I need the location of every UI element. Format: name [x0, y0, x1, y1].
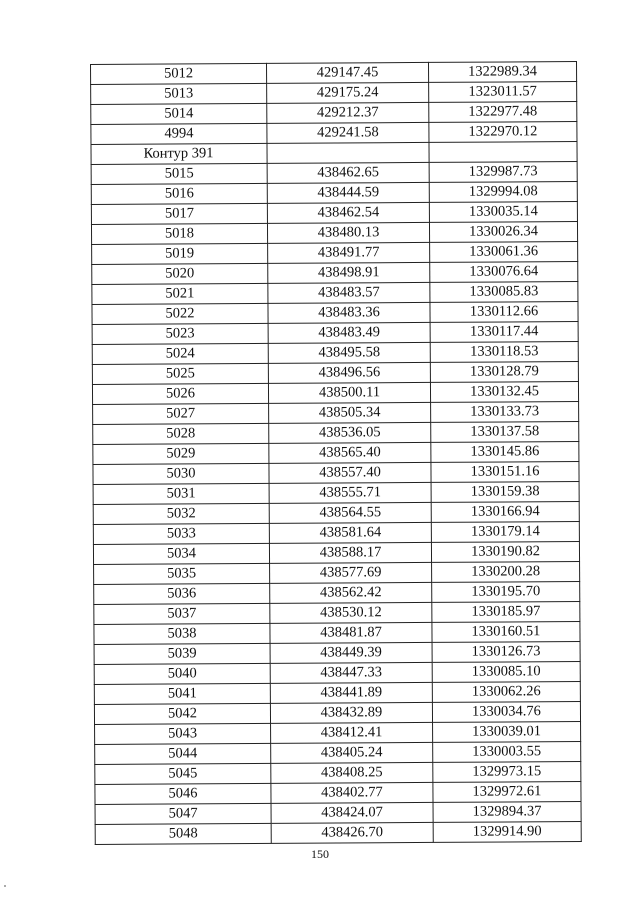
table-row: [94, 682, 580, 705]
y-coordinate-cell: 1330166.94: [431, 502, 579, 523]
table-row: [92, 302, 578, 325]
table-row: [95, 822, 581, 845]
point-id-cell: 5046: [95, 783, 271, 804]
y-coordinate-cell: 1330085.83: [430, 282, 578, 303]
table-row: [93, 542, 579, 565]
table-row: [95, 782, 581, 805]
y-coordinate-cell: 1330128.79: [430, 362, 578, 383]
point-id-cell: 5047: [95, 803, 271, 824]
y-coordinate-cell: 1330160.51: [432, 622, 580, 643]
x-coordinate-cell: 438555.71: [269, 482, 431, 503]
contour-label-cell: Контур 391: [91, 143, 267, 164]
point-id-cell: 5017: [91, 203, 267, 224]
coordinates-table: [90, 61, 582, 845]
scan-speck: [4, 885, 6, 887]
y-coordinate-cell: 1330133.73: [431, 402, 579, 423]
table-row: [93, 422, 579, 445]
table-row: [94, 582, 580, 605]
point-id-cell: 5037: [94, 603, 270, 624]
x-coordinate-cell: 438581.64: [269, 522, 431, 543]
x-coordinate-cell: 438483.57: [268, 282, 430, 303]
x-coordinate-cell: 438408.25: [271, 762, 433, 783]
x-coordinate-cell: 438444.59: [267, 182, 429, 203]
x-coordinate-cell: 438449.39: [270, 642, 432, 663]
y-coordinate-cell: 1329894.37: [433, 802, 581, 823]
point-id-cell: 5041: [94, 683, 270, 704]
table-row: [92, 262, 578, 285]
table-row: [93, 502, 579, 525]
page-number: 150: [311, 847, 329, 861]
y-coordinate-cell: 1322970.12: [429, 122, 577, 143]
point-id-cell: 5025: [92, 363, 268, 384]
point-id-cell: 5014: [91, 103, 267, 124]
y-coordinate-cell: 1330061.36: [430, 242, 578, 263]
x-coordinate-cell: 438557.40: [269, 462, 431, 483]
y-coordinate-cell: 1330195.70: [432, 582, 580, 603]
y-coordinate-cell: 1330034.76: [432, 702, 580, 723]
table-row: [93, 482, 579, 505]
point-id-cell: 5028: [93, 423, 269, 444]
table-row: [91, 222, 577, 245]
x-coordinate-cell: 438402.77: [271, 782, 433, 803]
table-row: [92, 322, 578, 345]
table-row: [92, 342, 578, 365]
table-row: [93, 462, 579, 485]
point-id-cell: 5015: [91, 163, 267, 184]
y-coordinate-cell: 1330117.44: [430, 322, 578, 343]
x-coordinate-cell: 438447.33: [270, 662, 432, 683]
x-coordinate-cell: 438483.36: [268, 302, 430, 323]
y-coordinate-cell: 1330035.14: [429, 202, 577, 223]
x-coordinate-cell: 438565.40: [269, 442, 431, 463]
x-coordinate-cell: 438412.41: [271, 722, 433, 743]
point-id-cell: 5019: [92, 243, 268, 264]
table-row: [92, 362, 578, 385]
point-id-cell: 5034: [93, 543, 269, 564]
y-coordinate-cell: 1330039.01: [433, 722, 581, 743]
table-row: [92, 242, 578, 265]
table-row: [91, 122, 577, 145]
x-coordinate-cell: 438496.56: [268, 362, 430, 383]
point-id-cell: 5021: [92, 283, 268, 304]
y-coordinate-cell: 1329994.08: [429, 182, 577, 203]
y-coordinate-cell: 1330185.97: [432, 602, 580, 623]
x-coordinate-cell: 438564.55: [269, 502, 431, 523]
point-id-cell: 5044: [95, 743, 271, 764]
x-coordinate-cell: 438536.05: [269, 422, 431, 443]
y-coordinate-cell: 1330190.82: [431, 542, 579, 563]
point-id-cell: 4994: [91, 123, 267, 144]
x-coordinate-cell: 429147.45: [266, 62, 428, 83]
point-id-cell: 5026: [92, 383, 268, 404]
y-coordinate-cell: 1330062.26: [432, 682, 580, 703]
x-coordinate-cell: 438483.49: [268, 322, 430, 343]
x-coordinate-cell: 429212.37: [267, 102, 429, 123]
point-id-cell: 5031: [93, 483, 269, 504]
point-id-cell: 5020: [92, 263, 268, 284]
point-id-cell: 5024: [92, 343, 268, 364]
y-coordinate-cell: 1322977.48: [429, 102, 577, 123]
x-coordinate-cell: 438491.77: [268, 242, 430, 263]
point-id-cell: 5032: [93, 503, 269, 524]
y-coordinate-cell: 1330126.73: [432, 642, 580, 663]
table-row: [95, 802, 581, 825]
y-coordinate-cell: 1330145.86: [431, 442, 579, 463]
table-row: [91, 162, 577, 185]
table-row: [94, 562, 580, 585]
x-coordinate-cell: 438577.69: [270, 562, 432, 583]
table-row: [94, 622, 580, 645]
y-coordinate-cell: 1330026.34: [429, 222, 577, 243]
x-coordinate-cell: 438495.58: [268, 342, 430, 363]
point-id-cell: 5013: [91, 83, 267, 104]
y-coordinate-cell: 1330137.58: [431, 422, 579, 443]
y-coordinate-cell: 1330003.55: [433, 742, 581, 763]
x-coordinate-cell: [267, 142, 429, 163]
point-id-cell: 5040: [94, 663, 270, 684]
x-coordinate-cell: 438481.87: [270, 622, 432, 643]
point-id-cell: 5038: [94, 623, 270, 644]
y-coordinate-cell: 1323011.57: [429, 82, 577, 103]
x-coordinate-cell: 438480.13: [267, 222, 429, 243]
y-coordinate-cell: [429, 142, 577, 163]
y-coordinate-cell: 1330159.38: [431, 482, 579, 503]
x-coordinate-cell: 438500.11: [268, 382, 430, 403]
point-id-cell: 5033: [93, 523, 269, 544]
coordinates-table-body: [91, 62, 582, 845]
table-row: [94, 602, 580, 625]
x-coordinate-cell: 429241.58: [267, 122, 429, 143]
y-coordinate-cell: 1329972.61: [433, 782, 581, 803]
point-id-cell: 5043: [95, 723, 271, 744]
x-coordinate-cell: 438424.07: [271, 802, 433, 823]
table-row: [95, 762, 581, 785]
point-id-cell: 5030: [93, 463, 269, 484]
x-coordinate-cell: 438505.34: [269, 402, 431, 423]
table-row: [92, 382, 578, 405]
table-row: [93, 522, 579, 545]
y-coordinate-cell: 1329973.15: [433, 762, 581, 783]
table-row: [91, 62, 577, 85]
point-id-cell: 5022: [92, 303, 268, 324]
table-row: [94, 702, 580, 725]
table-row: [92, 282, 578, 305]
table-row: [93, 402, 579, 425]
point-id-cell: 5018: [91, 223, 267, 244]
x-coordinate-cell: 438462.65: [267, 162, 429, 183]
y-coordinate-cell: 1329914.90: [433, 822, 581, 843]
y-coordinate-cell: 1329987.73: [429, 162, 577, 183]
point-id-cell: 5036: [94, 583, 270, 604]
point-id-cell: 5023: [92, 323, 268, 344]
x-coordinate-cell: 438530.12: [270, 602, 432, 623]
x-coordinate-cell: 438498.91: [268, 262, 430, 283]
point-id-cell: 5029: [93, 443, 269, 464]
point-id-cell: 5042: [94, 703, 270, 724]
table-row: [93, 442, 579, 465]
table-row: [95, 722, 581, 745]
table-row: [94, 642, 580, 665]
x-coordinate-cell: 438426.70: [271, 822, 433, 843]
x-coordinate-cell: 438432.89: [270, 702, 432, 723]
x-coordinate-cell: 438588.17: [269, 542, 431, 563]
point-id-cell: 5035: [94, 563, 270, 584]
x-coordinate-cell: 438462.54: [267, 202, 429, 223]
table-row: [91, 102, 577, 125]
point-id-cell: 5012: [91, 63, 267, 84]
x-coordinate-cell: 438405.24: [271, 742, 433, 763]
table-row: [91, 182, 577, 205]
y-coordinate-cell: 1330200.28: [432, 562, 580, 583]
table-row: [91, 82, 577, 105]
y-coordinate-cell: 1322989.34: [428, 62, 576, 83]
table-row: [95, 742, 581, 765]
x-coordinate-cell: 438441.89: [270, 682, 432, 703]
y-coordinate-cell: 1330118.53: [430, 342, 578, 363]
table-row: [91, 202, 577, 225]
point-id-cell: 5016: [91, 183, 267, 204]
point-id-cell: 5027: [93, 403, 269, 424]
x-coordinate-cell: 429175.24: [267, 82, 429, 103]
y-coordinate-cell: 1330132.45: [430, 382, 578, 403]
point-id-cell: 5039: [94, 643, 270, 664]
point-id-cell: 5045: [95, 763, 271, 784]
y-coordinate-cell: 1330179.14: [431, 522, 579, 543]
table-row: [94, 662, 580, 685]
y-coordinate-cell: 1330076.64: [430, 262, 578, 283]
y-coordinate-cell: 1330112.66: [430, 302, 578, 323]
x-coordinate-cell: 438562.42: [270, 582, 432, 603]
y-coordinate-cell: 1330151.16: [431, 462, 579, 483]
point-id-cell: 5048: [95, 823, 271, 844]
y-coordinate-cell: 1330085.10: [432, 662, 580, 683]
